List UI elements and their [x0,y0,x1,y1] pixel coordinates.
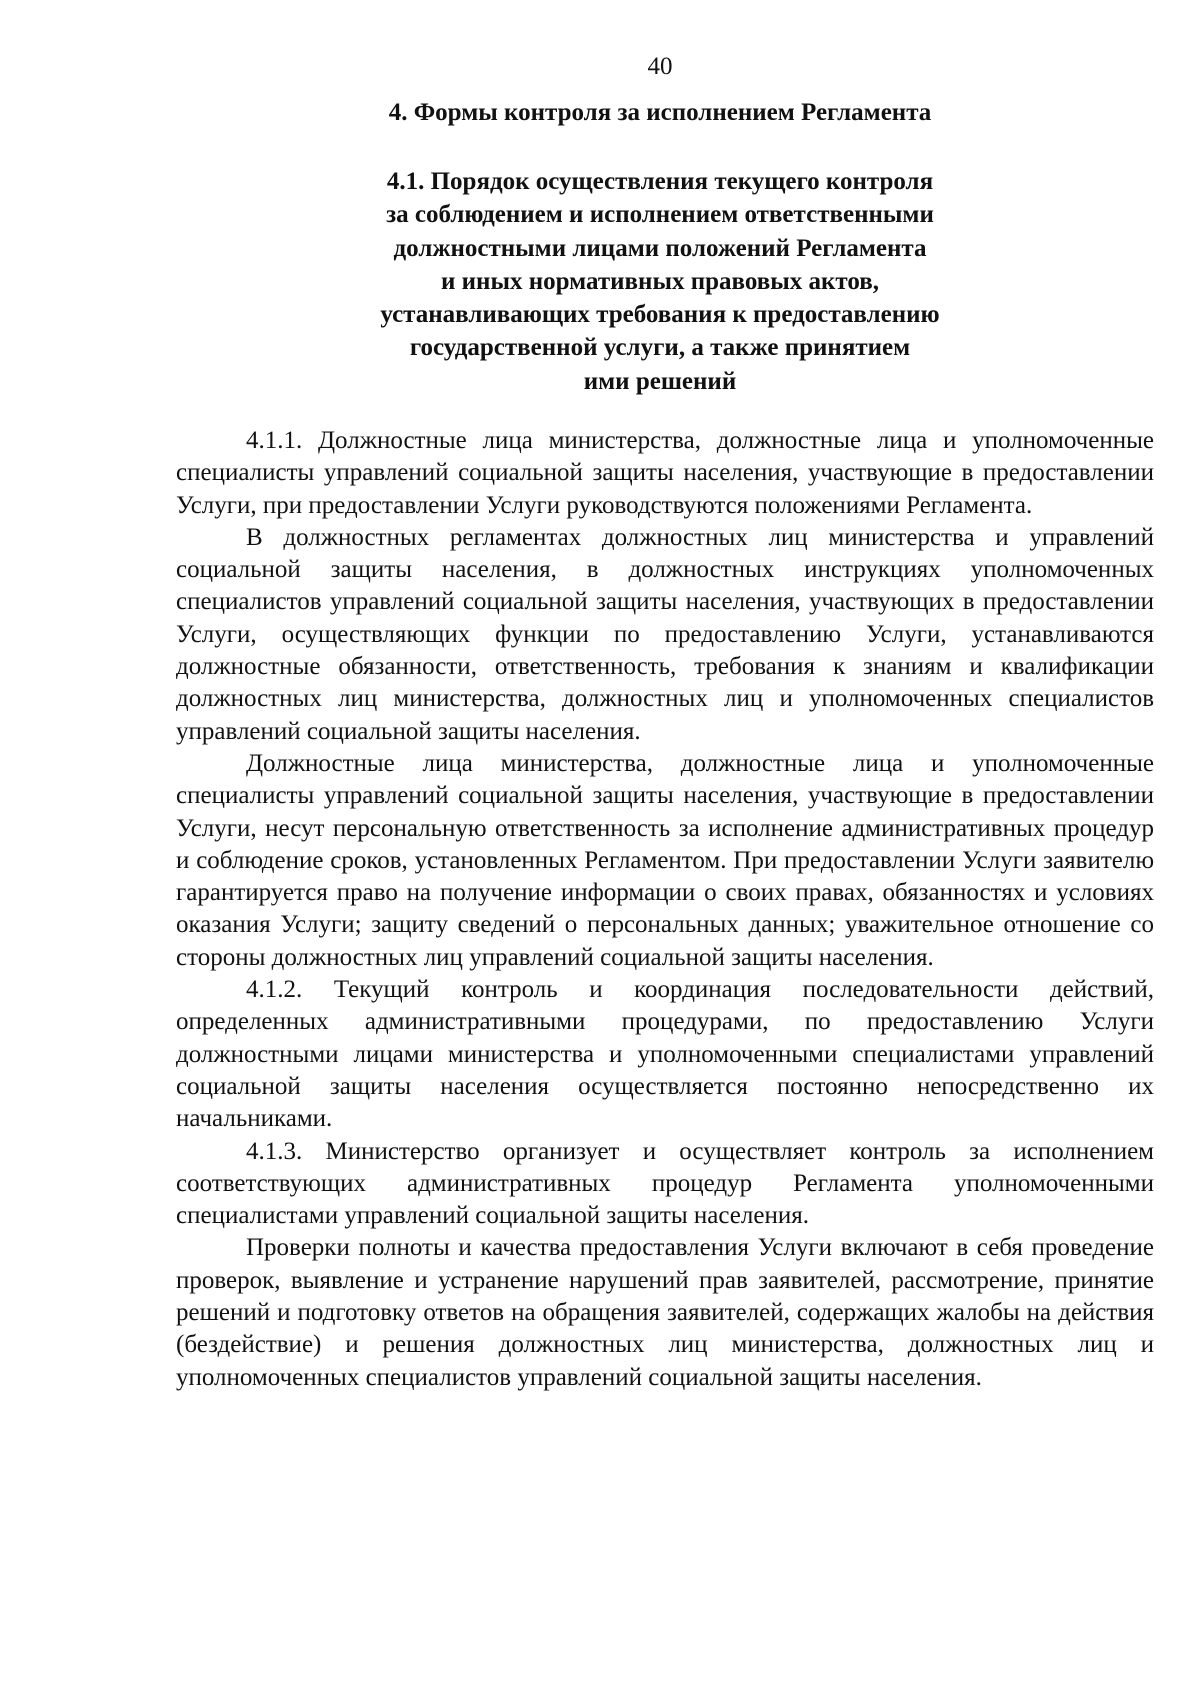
page-number: 40 [647,53,673,80]
paragraph-4-1-3: 4.1.3. Министерство организует и осуществляет контроль за исполнением соответствующих административных процедур Регламента уполномоченными специалистами управлений социальной защиты населения. [176,1137,1154,1230]
subsection-title-line: устанавливающих требования к предоставлению [380,301,940,329]
paragraph-personal-responsibility: Должностные лица министерства, должностные лица и уполномоченные специалисты управлений социальной защиты населения, участвующие в предоставлении Услуги, несут персональную ответственность за исполнение административных процедур и соблюдение сроков, установленных Регламентом. При предоставлении Услуги заявителю гарантируется право на получение информации о своих правах, обязанностях и условиях оказания Услуги; защиту сведений о персональных данных; уважительное отношение со стороны должностных лиц управлений социальной защиты населения. [176,749,1154,971]
subsection-title-line: государственной услуги, а также принятием [409,334,911,362]
section-title: 4. Формы контроля за исполнением Регламента [388,99,932,126]
paragraph-inspections: Проверки полноты и качества предоставления Услуги включают в себя проведение проверок, выявление и устранение нарушений прав заявителей, рассмотрение, принятие решений и подготовку ответов на обращения заявителей, содержащих жалобы на действия (бездействие) и решения должностных лиц министерства, должностных лиц и уполномоченных специалистов управлений социальной защиты населения. [176,1234,1154,1391]
subsection-title-line: ими решений [583,367,737,395]
paragraph-4-1-1: 4.1.1. Должностные лица министерства, должностные лица и уполномоченные специалисты управлений социальной защиты населения, участвующие в предоставлении Услуги, при предоставлении Услуги руководствуются положениями Регламента. [176,427,1154,519]
subsection-title-line: и иных нормативных правовых актов, [440,267,879,295]
body-text [176,425,1154,1394]
subsection-title-line: 4.1. Порядок осуществления текущего контроля [386,168,934,195]
subsection-title-line: должностными лицами положений Регламента [393,234,927,262]
paragraph-job-regulations: В должностных регламентах должностных лиц министерства и управлений социальной защиты населения, в должностных инструкциях уполномоченных специалистов управлений социальной защиты населения, участвующих в предоставлении Услуги, осуществляющих функции по предоставлению Услуги, устанавливаются должностные обязанности, ответственность, требования к знаниям и квалификации должностных лиц министерства, должностных лиц и уполномоченных специалистов управлений социальной защиты населения. [176,523,1154,745]
subsection-title-line: за соблюдением и исполнением ответственными [386,201,934,229]
paragraph-4-1-2: 4.1.2. Текущий контроль и координация последовательности действий, определенных административными процедурами, по предоставлению Услуги должностными лицами министерства и уполномоченными специалистами управлений социальной защиты населения осуществляется постоянно непосредственно их начальниками. [176,976,1154,1133]
subsection-title [0,165,1200,398]
